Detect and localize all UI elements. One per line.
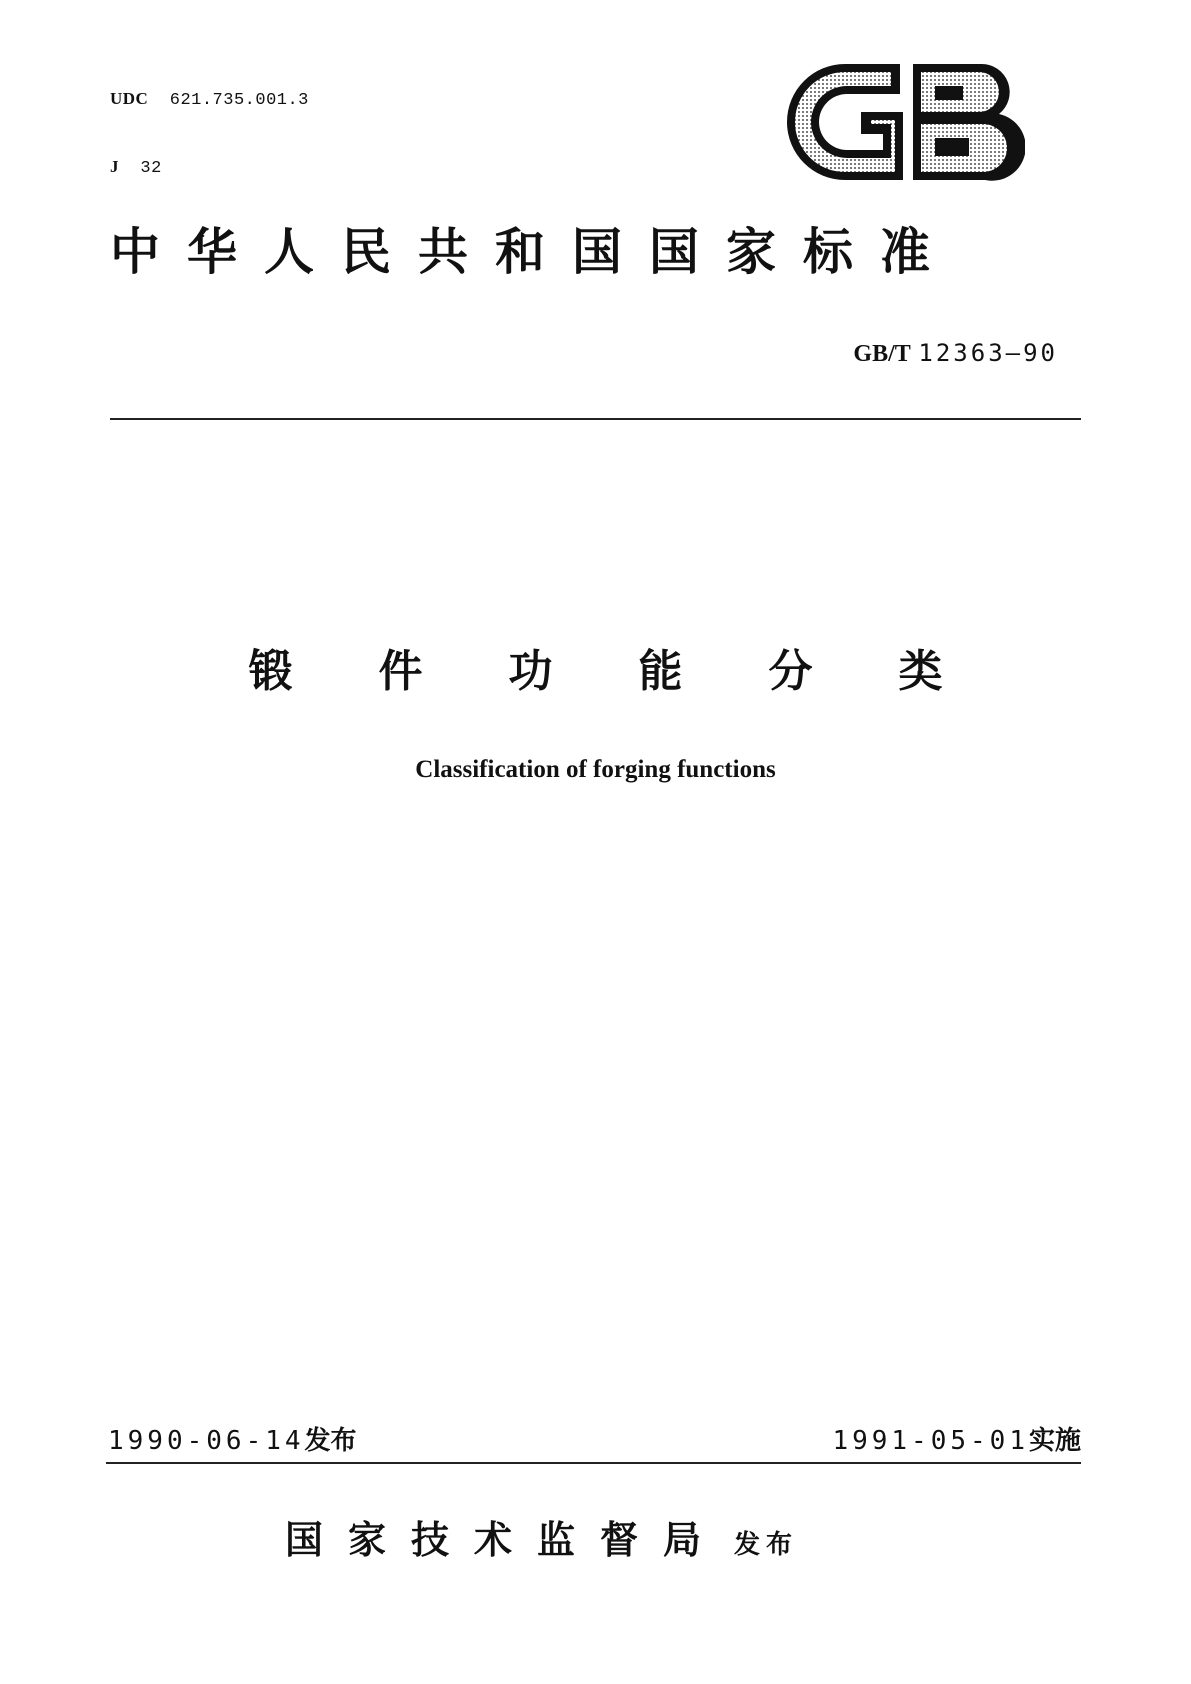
- standard-prefix: GB/T: [853, 341, 911, 367]
- standard-number: [853, 338, 1058, 369]
- classification-codes: [110, 44, 309, 202]
- standard-code: 12363—90: [918, 339, 1058, 367]
- issuing-country-standard-title: 中华人民共和国国家标准: [110, 222, 957, 281]
- effective-date-label: 实施: [1028, 1426, 1081, 1456]
- issuer: [285, 1517, 798, 1568]
- document-title-english: Classification of forging functions: [415, 756, 776, 783]
- bottom-divider: [106, 1462, 1081, 1464]
- issuer-suffix: 发布: [734, 1530, 799, 1560]
- gb-logo-icon: [785, 62, 1025, 182]
- effective-date-value: 1991-05-01: [832, 1426, 1029, 1456]
- udc-label: UDC: [110, 89, 149, 108]
- udc-value: 621.735.001.3: [169, 91, 309, 110]
- class-label: J: [110, 157, 119, 176]
- issue-date-value: 1990-06-14: [108, 1426, 305, 1456]
- issue-date-label: 发布: [304, 1426, 357, 1456]
- udc-line: [110, 88, 309, 112]
- document-title-chinese: 锻件功能分类: [248, 646, 1029, 697]
- issuer-name: 国家技术监督局: [285, 1517, 727, 1562]
- issue-date: [108, 1424, 357, 1458]
- effective-date: [832, 1424, 1081, 1458]
- class-line: [110, 156, 309, 180]
- class-value: 32: [140, 159, 162, 178]
- top-divider: [110, 418, 1081, 420]
